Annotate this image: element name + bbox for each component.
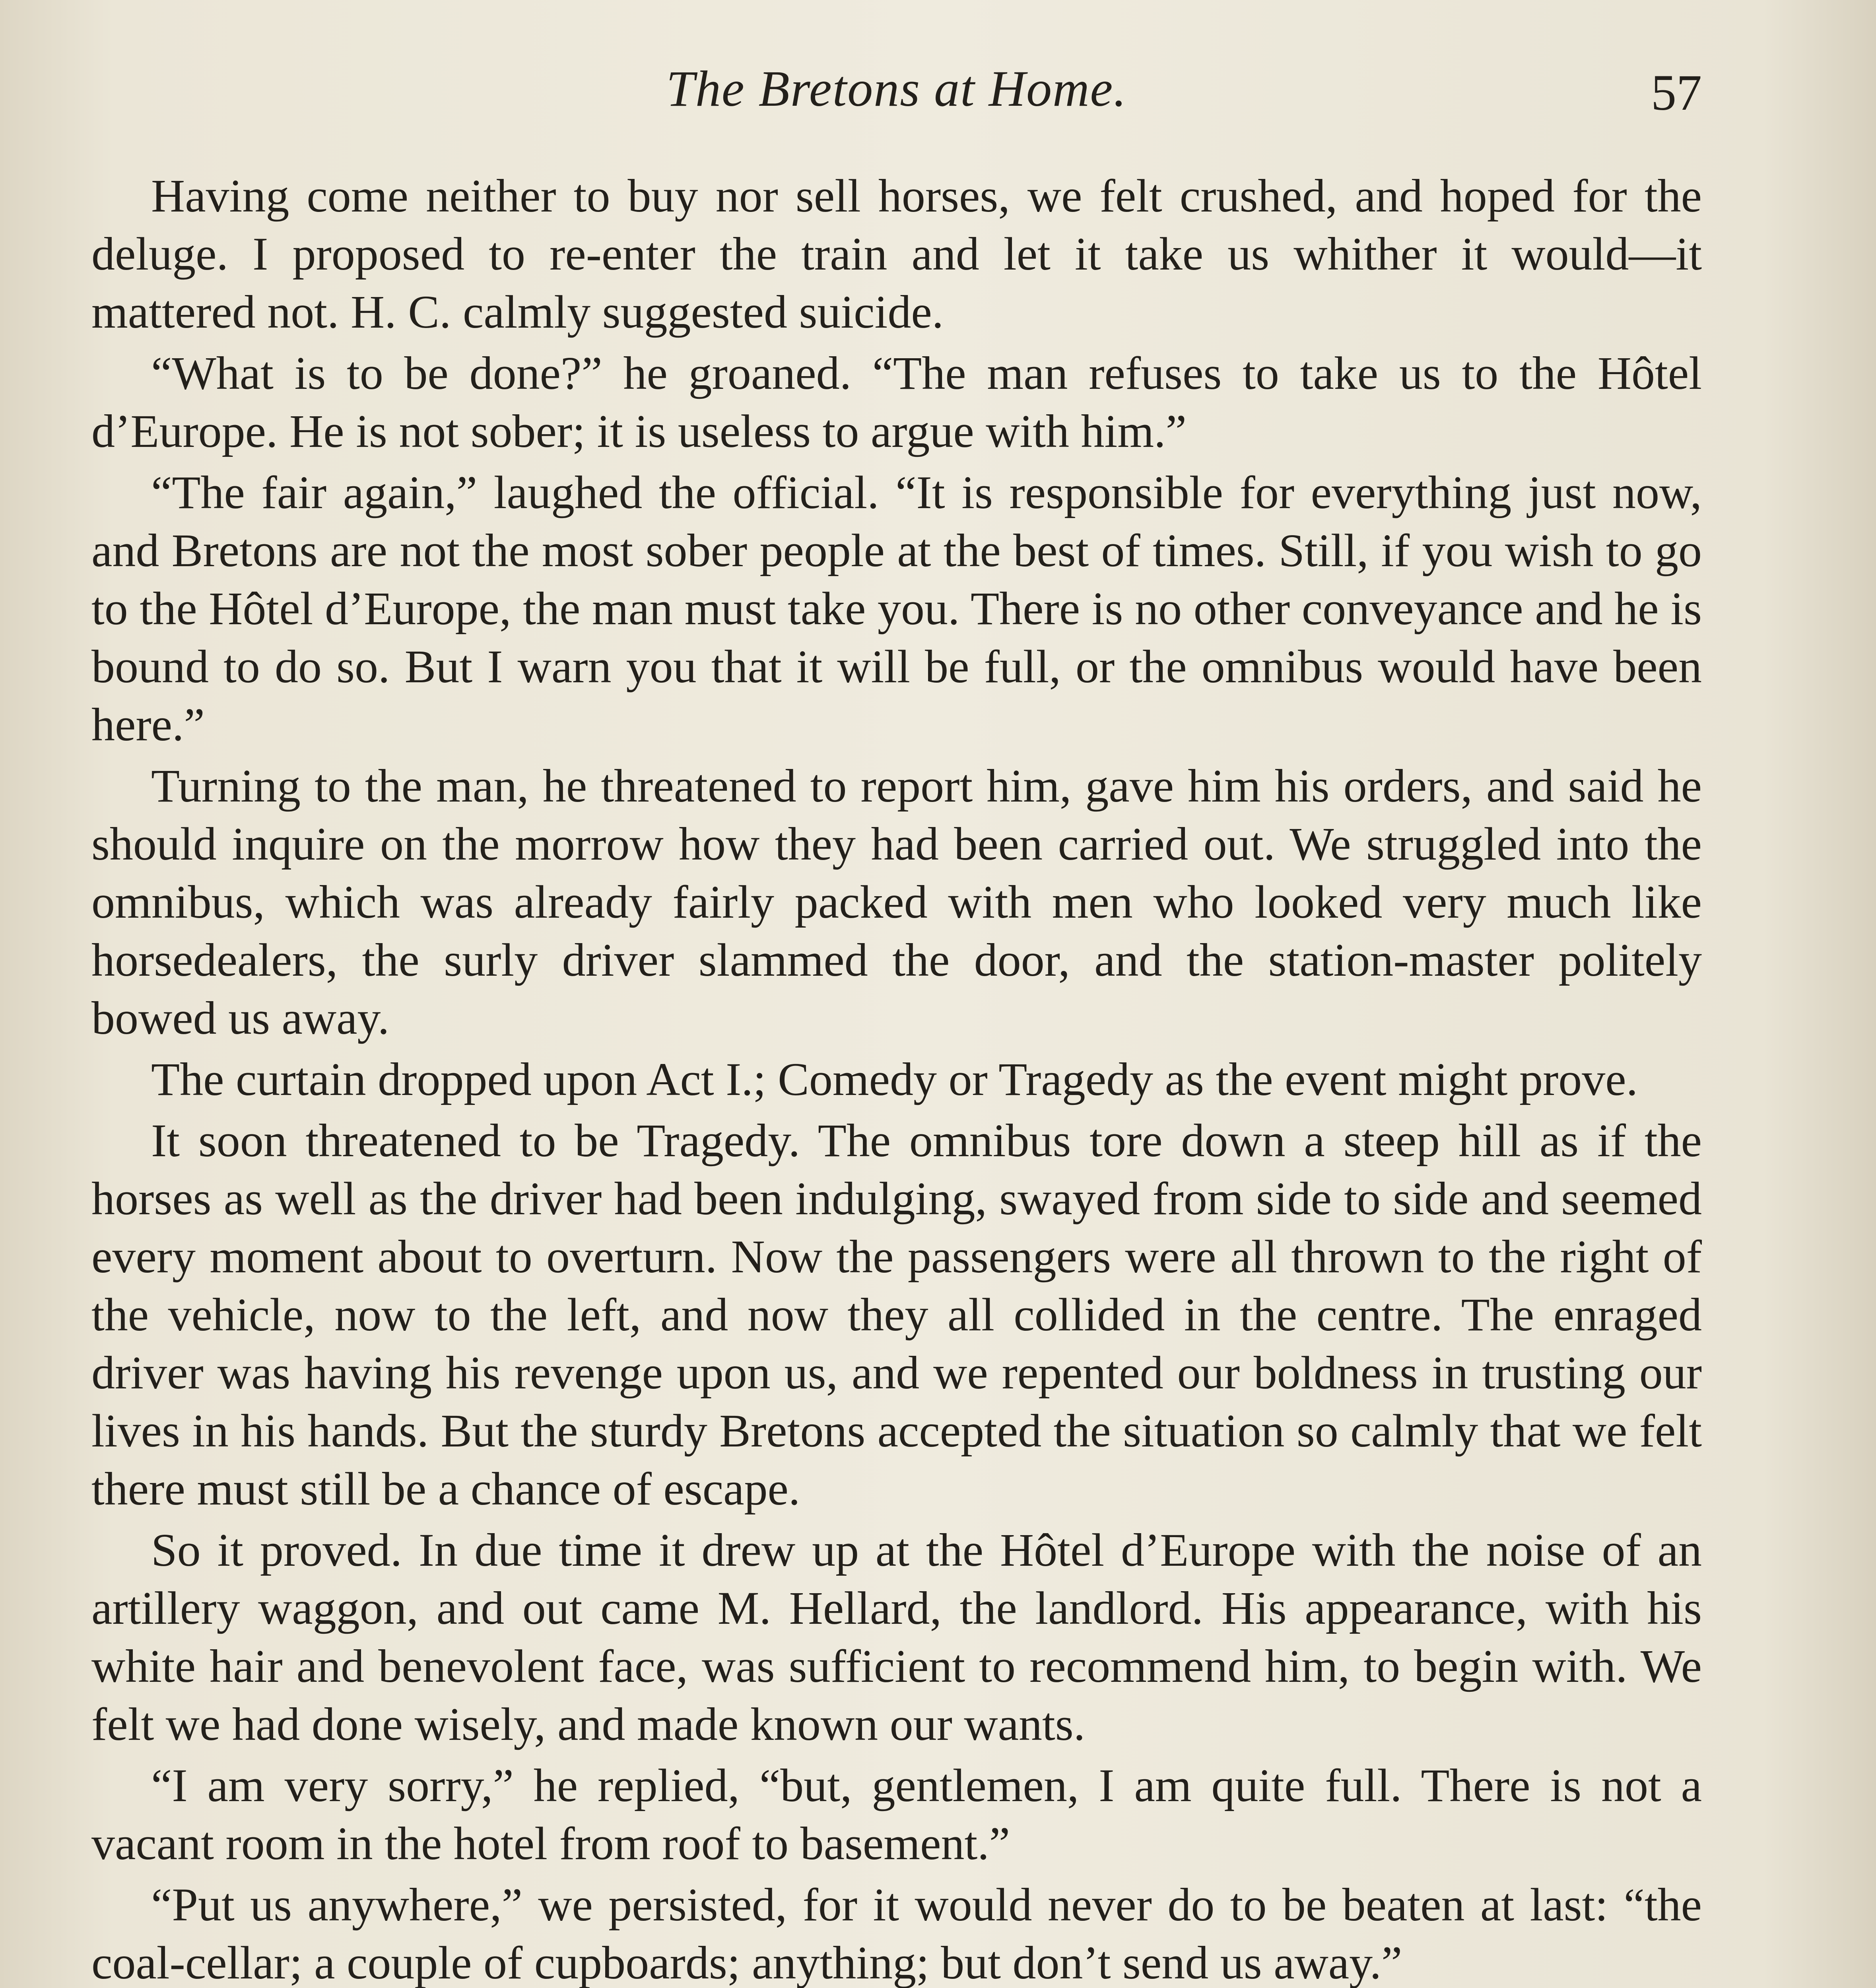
- page-header: [91, 60, 1702, 139]
- running-title: The Bretons at Home.: [666, 60, 1127, 117]
- paragraph: So it proved. In due time it drew up at the Hôtel d’Europe with the noise of an artillery waggon, and out came M. Hellard, the landlord. His appearance, with his white hair and benevolent face, was sufficient to recommend him, to begin with. We felt we had done wisely, and made known our wants.: [91, 1524, 1702, 1750]
- paragraph: “I am very sorry,” he replied, “but, gentlemen, I am quite full. There is not a vacant room in the hotel from roof to basement.”: [91, 1759, 1702, 1870]
- paragraph: It soon threatened to be Tragedy. The omnibus tore down a steep hill as if the horses as well as the driver had been indulging, swayed from side to side and seemed every moment about to overturn. Now the passengers were all thrown to the right of the vehicle, now to the left, and now they all collided in the centre. The enraged driver was having his revenge upon us, and we repented our boldness in trusting our lives in his hands. But the sturdy Bretons accepted the situation so calmly that we felt there must still be a chance of escape.: [91, 1114, 1702, 1515]
- paragraph: The curtain dropped upon Act I.; Comedy or Tragedy as the event might prove.: [151, 1053, 1638, 1105]
- page-number: 57: [1651, 64, 1702, 121]
- paragraph: “The fair again,” laughed the official. “It is responsible for everything just now, and Bretons are not the most sober people at the best of times. Still, if you wish to go to the Hôtel d’Europe, the man must take you. There is no other conveyance and he is bound to do so. But I warn you that it will be full, or the omnibus would have been here.”: [91, 466, 1702, 751]
- paragraph: “Put us anywhere,” we persisted, for it would never do to be beaten at last: “the coal-cellar; a couple of cupboards; anything; but don’t send us away.”: [91, 1879, 1702, 1988]
- body-text: [91, 167, 1702, 1988]
- paragraph: Turning to the man, he threatened to report him, gave him his orders, and said he should inquire on the morrow how they had been carried out. We struggled into the omnibus, which was already fairly packed with men who looked very much like horsedealers, the surly driver slammed the door, and the station-master politely bowed us away.: [91, 760, 1702, 1044]
- paragraph: Having come neither to buy nor sell horses, we felt crushed, and hoped for the deluge. I proposed to re-enter the train and let it take us whither it would—it mattered not. H. C. calmly suggested suicide.: [91, 170, 1702, 338]
- paragraph: “What is to be done?” he groaned. “The man refuses to take us to the Hôtel d’Europe. He is not sober; it is useless to argue with him.”: [91, 347, 1702, 457]
